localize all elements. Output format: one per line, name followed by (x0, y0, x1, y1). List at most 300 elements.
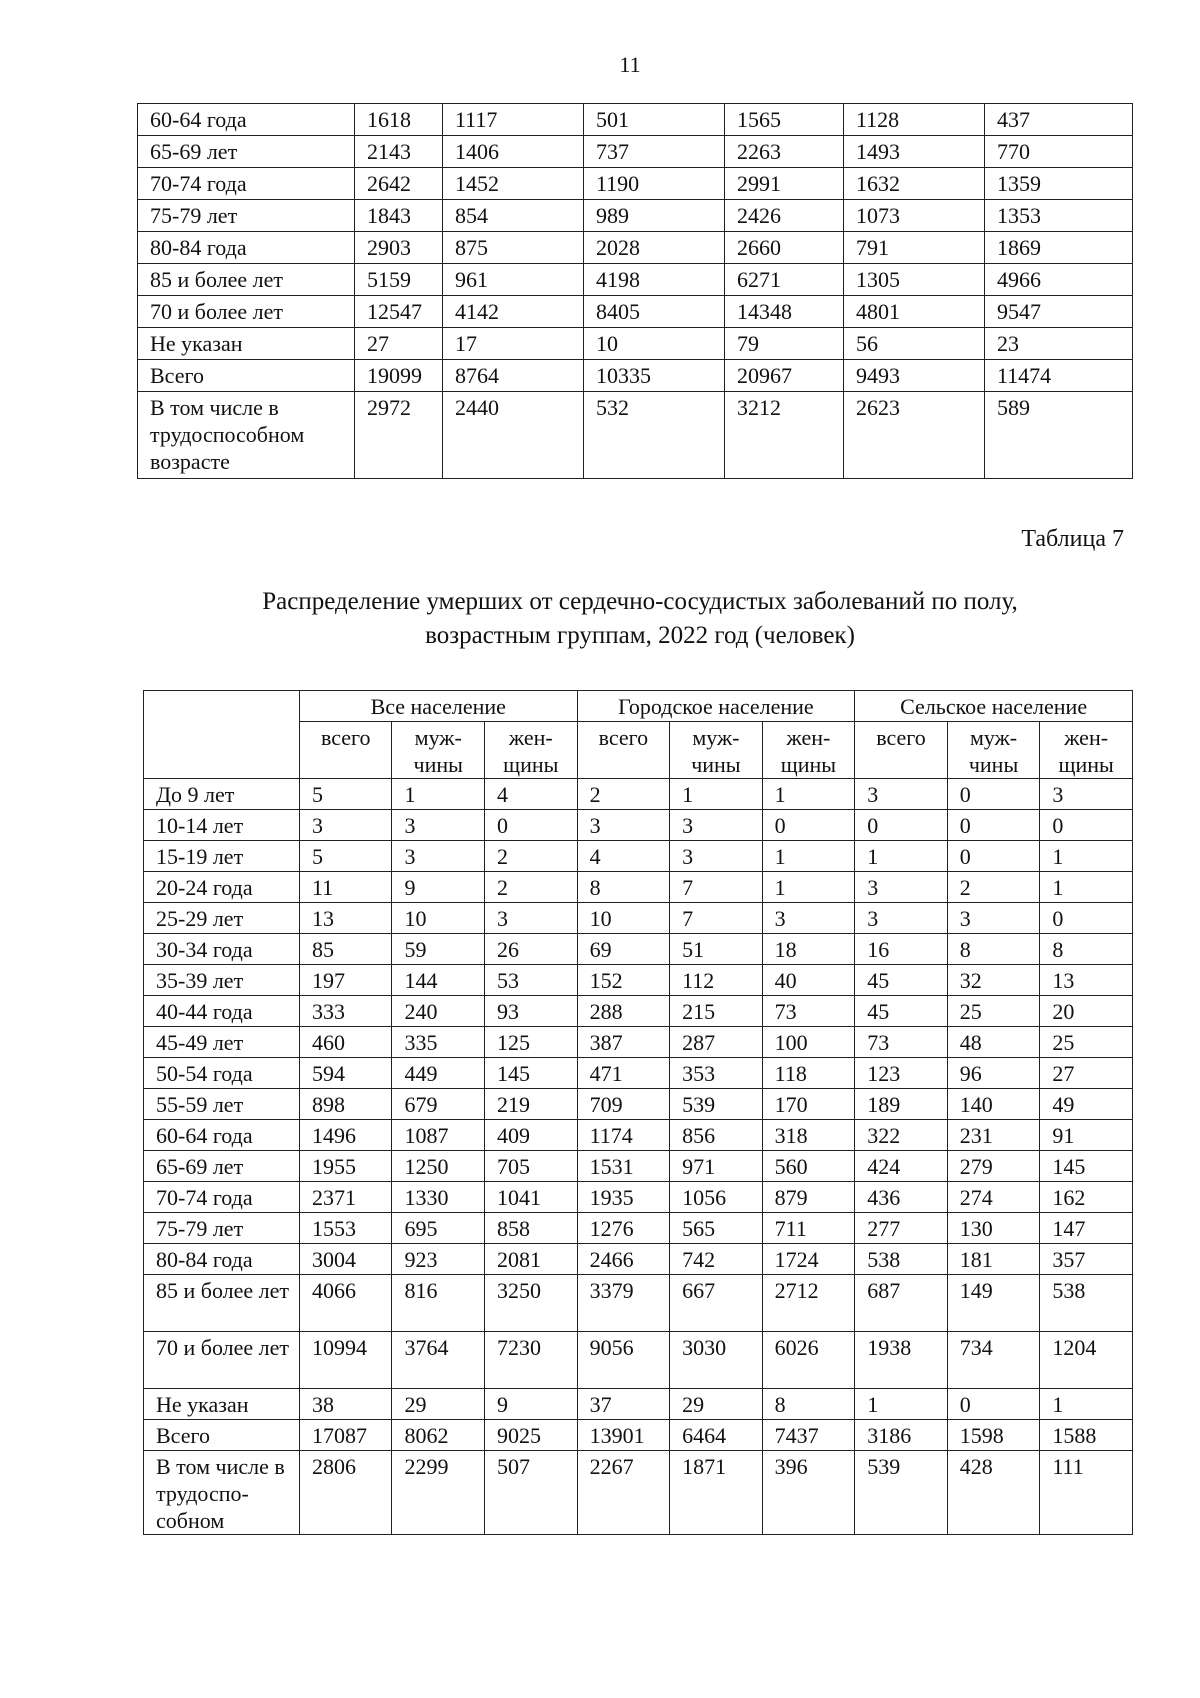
row-label: Всего (138, 360, 355, 392)
table-cell: 181 (947, 1244, 1040, 1275)
table-row (138, 296, 1133, 328)
table-cell: 1938 (855, 1332, 948, 1389)
table-cell: 125 (485, 1027, 578, 1058)
table-cell: 1452 (443, 168, 584, 200)
table-cell: 9 (392, 872, 485, 903)
column-subheader: жен-щины (762, 722, 855, 779)
table-cell: 20 (1040, 996, 1133, 1027)
row-label: 70 и более лет (144, 1332, 300, 1389)
table-cell: 1598 (947, 1420, 1040, 1451)
table-cell: 1724 (762, 1244, 855, 1275)
row-label: 35-39 лет (144, 965, 300, 996)
table-cell: 923 (392, 1244, 485, 1275)
table-cell: 3250 (485, 1275, 578, 1332)
table-cell: 0 (762, 810, 855, 841)
corner-cell (144, 691, 300, 779)
table-cell: 0 (1040, 903, 1133, 934)
table-row (144, 965, 1133, 996)
table-cell: 4 (577, 841, 670, 872)
table-cell: 8 (762, 1389, 855, 1420)
table-cell: 140 (947, 1089, 1040, 1120)
table-row (144, 1389, 1133, 1420)
table-row (138, 360, 1133, 392)
table-cell: 145 (485, 1058, 578, 1089)
row-label: 60-64 года (144, 1120, 300, 1151)
table-cell: 539 (855, 1451, 948, 1535)
table-cell: 2 (947, 872, 1040, 903)
table-cell: 539 (670, 1089, 763, 1120)
row-label: Всего (144, 1420, 300, 1451)
table-cell: 3186 (855, 1420, 948, 1451)
table-cell: 1174 (577, 1120, 670, 1151)
table-cell: 25 (947, 996, 1040, 1027)
table-cell: 1128 (844, 104, 985, 136)
row-label: 70-74 года (138, 168, 355, 200)
table-cell: 3212 (725, 392, 844, 479)
table-row (144, 1058, 1133, 1089)
table-cell: 1935 (577, 1182, 670, 1213)
table-row (144, 934, 1133, 965)
table-row (138, 200, 1133, 232)
table-cell: 3764 (392, 1332, 485, 1389)
table-cell: 1 (762, 872, 855, 903)
table-cell: 538 (1040, 1275, 1133, 1332)
table-cell: 10 (584, 328, 725, 360)
table-cell: 91 (1040, 1120, 1133, 1151)
table-cell: 100 (762, 1027, 855, 1058)
table-cell: 971 (670, 1151, 763, 1182)
row-label: 10-14 лет (144, 810, 300, 841)
continued-table (137, 103, 1133, 479)
row-label: 45-49 лет (144, 1027, 300, 1058)
table-cell: 3 (577, 810, 670, 841)
table-cell: 23 (985, 328, 1133, 360)
table-cell: 507 (485, 1451, 578, 1535)
table-cell: 2081 (485, 1244, 578, 1275)
table-cell: 7 (670, 872, 763, 903)
table-cell: 274 (947, 1182, 1040, 1213)
table-cell: 333 (299, 996, 392, 1027)
table-cell: 428 (947, 1451, 1040, 1535)
table-cell: 2660 (725, 232, 844, 264)
table-cell: 1588 (1040, 1420, 1133, 1451)
table-cell: 436 (855, 1182, 948, 1213)
table-cell: 1087 (392, 1120, 485, 1151)
table-row (144, 810, 1133, 841)
row-label: 30-34 года (144, 934, 300, 965)
table-row (144, 1151, 1133, 1182)
table-cell: 734 (947, 1332, 1040, 1389)
table-cell: 3 (670, 810, 763, 841)
table-title-line-2: возрастным группам, 2022 год (человек) (425, 622, 855, 649)
table-cell: 1 (762, 841, 855, 872)
table-cell: 2972 (355, 392, 443, 479)
table-cell: 409 (485, 1120, 578, 1151)
table-cell: 79 (725, 328, 844, 360)
table-cell: 387 (577, 1027, 670, 1058)
table-row (138, 264, 1133, 296)
table-cell: 318 (762, 1120, 855, 1151)
row-label: 20-24 года (144, 872, 300, 903)
table-cell: 12547 (355, 296, 443, 328)
table-cell: 424 (855, 1151, 948, 1182)
table-cell: 4966 (985, 264, 1133, 296)
table-cell: 2263 (725, 136, 844, 168)
table-cell: 6026 (762, 1332, 855, 1389)
table-cell: 1 (855, 1389, 948, 1420)
table-cell: 2806 (299, 1451, 392, 1535)
table-cell: 1041 (485, 1182, 578, 1213)
row-label: 15-19 лет (144, 841, 300, 872)
column-subheader: жен-щины (485, 722, 578, 779)
table-title-line-1: Распределение умерших от сердечно-сосудистых заболеваний по полу, (262, 588, 1018, 615)
row-label: Не указан (138, 328, 355, 360)
table-cell: 2267 (577, 1451, 670, 1535)
table-cell: 162 (1040, 1182, 1133, 1213)
table-row (144, 1332, 1133, 1389)
table-cell: 2143 (355, 136, 443, 168)
row-label: До 9 лет (144, 779, 300, 810)
table-cell: 858 (485, 1213, 578, 1244)
row-label: 40-44 года (144, 996, 300, 1027)
table-cell: 231 (947, 1120, 1040, 1151)
group-header-row (144, 691, 1133, 722)
table-cell: 13 (1040, 965, 1133, 996)
table-cell: 6271 (725, 264, 844, 296)
table-cell: 10994 (299, 1332, 392, 1389)
table-cell: 594 (299, 1058, 392, 1089)
table-cell: 19099 (355, 360, 443, 392)
table-cell: 277 (855, 1213, 948, 1244)
table-cell: 56 (844, 328, 985, 360)
table-cell: 353 (670, 1058, 763, 1089)
table-cell: 144 (392, 965, 485, 996)
table-row (144, 1244, 1133, 1275)
table-cell: 2991 (725, 168, 844, 200)
table-cell: 687 (855, 1275, 948, 1332)
table-cell: 3 (392, 810, 485, 841)
row-label: 75-79 лет (138, 200, 355, 232)
table-row (144, 1275, 1133, 1332)
table-cell: 1 (1040, 841, 1133, 872)
table-row (144, 996, 1133, 1027)
table-cell: 10335 (584, 360, 725, 392)
table-row (144, 1089, 1133, 1120)
table-cell: 0 (855, 810, 948, 841)
table-cell: 460 (299, 1027, 392, 1058)
row-label: 65-69 лет (144, 1151, 300, 1182)
table-cell: 1305 (844, 264, 985, 296)
column-subheader: всего (577, 722, 670, 779)
column-subheader: всего (855, 722, 948, 779)
table-cell: 7437 (762, 1420, 855, 1451)
table-cell: 48 (947, 1027, 1040, 1058)
table-cell: 1204 (1040, 1332, 1133, 1389)
table-cell: 3 (947, 903, 1040, 934)
table-cell: 1353 (985, 200, 1133, 232)
table-cell: 3030 (670, 1332, 763, 1389)
table-cell: 1276 (577, 1213, 670, 1244)
table-row (138, 328, 1133, 360)
table-cell: 5 (299, 779, 392, 810)
row-label: 70 и более лет (138, 296, 355, 328)
table-cell: 7230 (485, 1332, 578, 1389)
table-cell: 7 (670, 903, 763, 934)
table-cell: 1869 (985, 232, 1133, 264)
table-cell: 0 (1040, 810, 1133, 841)
page-number: 11 (619, 52, 641, 77)
table-cell: 3 (855, 903, 948, 934)
table-cell: 2623 (844, 392, 985, 479)
row-label: 85 и более лет (144, 1275, 300, 1332)
table-cell: 538 (855, 1244, 948, 1275)
row-label: 55-59 лет (144, 1089, 300, 1120)
table-cell: 9056 (577, 1332, 670, 1389)
table-row (138, 392, 1133, 479)
table-cell: 560 (762, 1151, 855, 1182)
table-cell: 879 (762, 1182, 855, 1213)
table-cell: 38 (299, 1389, 392, 1420)
table-cell: 709 (577, 1089, 670, 1120)
table-cell: 5 (299, 841, 392, 872)
table-cell: 69 (577, 934, 670, 965)
table-cell: 1632 (844, 168, 985, 200)
table-cell: 16 (855, 934, 948, 965)
table-cell: 45 (855, 996, 948, 1027)
column-subheader: муж-чины (947, 722, 1040, 779)
row-label: 80-84 года (144, 1244, 300, 1275)
table-cell: 93 (485, 996, 578, 1027)
table-cell: 51 (670, 934, 763, 965)
table-cell: 0 (947, 841, 1040, 872)
table-cell: 25 (1040, 1027, 1133, 1058)
table-cell: 667 (670, 1275, 763, 1332)
table-cell: 1056 (670, 1182, 763, 1213)
table-cell: 1955 (299, 1151, 392, 1182)
table-cell: 8062 (392, 1420, 485, 1451)
table-cell: 8 (947, 934, 1040, 965)
table-cell: 1359 (985, 168, 1133, 200)
row-label: В том числе в трудоспо-собном (144, 1451, 300, 1535)
table-row (144, 1182, 1133, 1213)
table-cell: 5159 (355, 264, 443, 296)
table-cell: 9 (485, 1389, 578, 1420)
table-cell: 1843 (355, 200, 443, 232)
table-cell: 9493 (844, 360, 985, 392)
table-cell: 152 (577, 965, 670, 996)
table-cell: 898 (299, 1089, 392, 1120)
table-cell: 3 (392, 841, 485, 872)
table-cell: 2440 (443, 392, 584, 479)
table-cell: 0 (947, 779, 1040, 810)
row-label: 70-74 года (144, 1182, 300, 1213)
table-cell: 4198 (584, 264, 725, 296)
table-cell: 197 (299, 965, 392, 996)
table-row (138, 168, 1133, 200)
table-cell: 3 (1040, 779, 1133, 810)
table-cell: 2903 (355, 232, 443, 264)
table-cell: 695 (392, 1213, 485, 1244)
row-label: Не указан (144, 1389, 300, 1420)
table-cell: 4066 (299, 1275, 392, 1332)
table-cell: 111 (1040, 1451, 1133, 1535)
table-cell: 11 (299, 872, 392, 903)
table-cell: 27 (355, 328, 443, 360)
table-cell: 1496 (299, 1120, 392, 1151)
table-cell: 3 (762, 903, 855, 934)
column-subheader: муж-чины (670, 722, 763, 779)
table-cell: 10 (392, 903, 485, 934)
row-label: В том числе в трудоспособном возрасте (138, 392, 355, 479)
table-cell: 2712 (762, 1275, 855, 1332)
table-cell: 471 (577, 1058, 670, 1089)
table-cell: 14348 (725, 296, 844, 328)
table-cell: 0 (947, 810, 1040, 841)
table-cell: 32 (947, 965, 1040, 996)
table-cell: 1073 (844, 200, 985, 232)
table-cell: 1117 (443, 104, 584, 136)
table-cell: 1531 (577, 1151, 670, 1182)
table-cell: 240 (392, 996, 485, 1027)
table-row (144, 1027, 1133, 1058)
table-cell: 118 (762, 1058, 855, 1089)
table-cell: 8 (1040, 934, 1133, 965)
table-cell: 10 (577, 903, 670, 934)
table-cell: 1 (855, 841, 948, 872)
table-cell: 856 (670, 1120, 763, 1151)
table-cell: 961 (443, 264, 584, 296)
group-header-all: Все население (299, 691, 577, 722)
table-cell: 1 (762, 779, 855, 810)
table-cell: 705 (485, 1151, 578, 1182)
table-cell: 1190 (584, 168, 725, 200)
table-cell: 711 (762, 1213, 855, 1244)
table-cell: 287 (670, 1027, 763, 1058)
table-row (144, 872, 1133, 903)
table-cell: 170 (762, 1089, 855, 1120)
table-cell: 8764 (443, 360, 584, 392)
table-cell: 4142 (443, 296, 584, 328)
table-cell: 770 (985, 136, 1133, 168)
row-label: 85 и более лет (138, 264, 355, 296)
table-cell: 189 (855, 1089, 948, 1120)
table-cell: 2466 (577, 1244, 670, 1275)
table-cell: 8405 (584, 296, 725, 328)
table-cell: 679 (392, 1089, 485, 1120)
table-cell: 0 (485, 810, 578, 841)
column-subheader: муж-чины (392, 722, 485, 779)
table-cell: 2 (485, 841, 578, 872)
table-cell: 29 (670, 1389, 763, 1420)
table-cell: 2028 (584, 232, 725, 264)
table-cell: 147 (1040, 1213, 1133, 1244)
table-cell: 1871 (670, 1451, 763, 1535)
table-row (144, 841, 1133, 872)
table-cell: 9025 (485, 1420, 578, 1451)
table-cell: 1250 (392, 1151, 485, 1182)
table-cell: 396 (762, 1451, 855, 1535)
row-label: 25-29 лет (144, 903, 300, 934)
table-cell: 17087 (299, 1420, 392, 1451)
table-cell: 3004 (299, 1244, 392, 1275)
table-cell: 2426 (725, 200, 844, 232)
table-cell: 2 (577, 779, 670, 810)
table-cell: 875 (443, 232, 584, 264)
table-cell: 3 (485, 903, 578, 934)
table-cell: 4 (485, 779, 578, 810)
table-row (144, 1213, 1133, 1244)
table-cell: 357 (1040, 1244, 1133, 1275)
table-cell: 45 (855, 965, 948, 996)
table-cell: 1 (1040, 1389, 1133, 1420)
table-row (144, 779, 1133, 810)
table-cell: 17 (443, 328, 584, 360)
table-cell: 2371 (299, 1182, 392, 1213)
table-cell: 59 (392, 934, 485, 965)
table-cell: 816 (392, 1275, 485, 1332)
table-cell: 288 (577, 996, 670, 1027)
table-cell: 27 (1040, 1058, 1133, 1089)
table-cell: 2642 (355, 168, 443, 200)
table-cell: 9547 (985, 296, 1133, 328)
table-cell: 989 (584, 200, 725, 232)
table-row (144, 903, 1133, 934)
table-cell: 3 (855, 779, 948, 810)
mortality-table (143, 690, 1133, 1535)
group-header-urban: Городское население (577, 691, 855, 722)
table-cell: 335 (392, 1027, 485, 1058)
table-cell: 449 (392, 1058, 485, 1089)
table-cell: 112 (670, 965, 763, 996)
table-cell: 565 (670, 1213, 763, 1244)
table-cell: 3 (299, 810, 392, 841)
table-cell: 219 (485, 1089, 578, 1120)
table-cell: 3379 (577, 1275, 670, 1332)
table-cell: 1330 (392, 1182, 485, 1213)
table-cell: 1 (670, 779, 763, 810)
table-cell: 2299 (392, 1451, 485, 1535)
table-cell: 742 (670, 1244, 763, 1275)
table-cell: 123 (855, 1058, 948, 1089)
table-row (144, 1120, 1133, 1151)
table-row (138, 232, 1133, 264)
table-cell: 1553 (299, 1213, 392, 1244)
row-label: 80-84 года (138, 232, 355, 264)
table-cell: 1493 (844, 136, 985, 168)
table-cell: 1618 (355, 104, 443, 136)
table-cell: 13 (299, 903, 392, 934)
table-cell: 0 (947, 1389, 1040, 1420)
row-label: 65-69 лет (138, 136, 355, 168)
row-label: 75-79 лет (144, 1213, 300, 1244)
group-header-rural: Сельское население (855, 691, 1133, 722)
table-cell: 6464 (670, 1420, 763, 1451)
column-subheader: жен-щины (1040, 722, 1133, 779)
table-cell: 3 (855, 872, 948, 903)
table-cell: 3 (670, 841, 763, 872)
table-row (138, 136, 1133, 168)
table-cell: 40 (762, 965, 855, 996)
table-cell: 96 (947, 1058, 1040, 1089)
table-cell: 4801 (844, 296, 985, 328)
table-cell: 49 (1040, 1089, 1133, 1120)
table-cell: 8 (577, 872, 670, 903)
table-caption: Таблица 7 (1021, 526, 1124, 552)
table-cell: 322 (855, 1120, 948, 1151)
table-cell: 589 (985, 392, 1133, 479)
table-cell: 85 (299, 934, 392, 965)
table-cell: 1565 (725, 104, 844, 136)
